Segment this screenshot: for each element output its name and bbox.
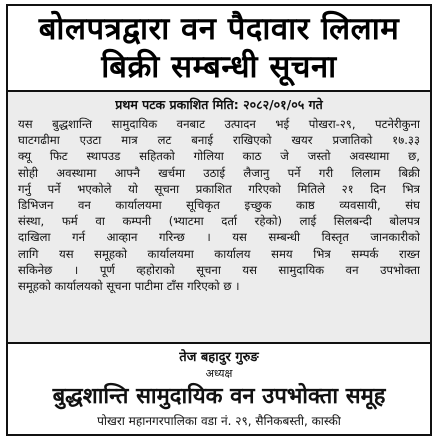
- publication-date: प्रथम पटक प्रकाशित मिति: २०८२/०१/०५ गते: [115, 97, 323, 112]
- paragraph-line: सोही अवस्थामा आफ्नै खर्चमा उठाई लैजानु पर्ने गरी लिलाम बिक्री: [18, 165, 420, 180]
- paragraph-line: गर्नु पर्ने भएकोले यो सूचना प्रकाशित गरिएको मितिले २१ दिन भित्र: [18, 181, 420, 196]
- organization-name: बुद्धशान्ति सामुदायिक वन उपभोक्ता समूह: [52, 384, 386, 409]
- paragraph-line: लागि यस समूहको कार्यालयमा कार्यालय समय भित्र सम्पर्क राख्न: [18, 246, 420, 261]
- paragraph-line: क्यू फिट स्थापउड सहितको गोलिया काठ जे जस्तो अवस्थामा छ,: [18, 149, 420, 164]
- organization-address: पोखरा महानगरपालिका वडा नं. २९, सैनिकबस्ती, कास्की: [97, 414, 341, 428]
- signer-role: अध्यक्ष: [205, 367, 233, 380]
- notice-paragraph: [18, 116, 420, 294]
- paragraph-line: डिभिजन वन कार्यालयमा सूचिकृत इच्छुक काष्ठ व्यवसायी, संघ: [18, 198, 420, 213]
- notice-header: [8, 6, 430, 92]
- notice-footer: [8, 342, 430, 434]
- notice-title-line-2: बिक्री सम्बन्धी सूचना: [101, 49, 337, 85]
- paragraph-line: संस्था, फर्म वा कम्पनी (भ्याटमा दर्ता रहेको) लाई सिलबन्दी बोलपत्र: [18, 214, 420, 229]
- paragraph-line: सकिनेछ । पूर्ण व्हहोराको सूचना यस सामुदायिक वन उपभोक्ता: [18, 262, 420, 277]
- notice-box: [6, 4, 432, 436]
- paragraph-line: दाखिला गर्न आव्हान गरिन्छ । यस सम्बन्धी विस्तृत जानकारीको: [18, 230, 420, 245]
- paragraph-line: यस बुद्धशान्ति सामुदायिक वनबाट उत्पादन भई पोखरा-२९, पटनेरीकुना: [18, 117, 420, 131]
- notice-title-line-1: बोलपत्रद्वारा वन पैदावार लिलाम: [38, 11, 400, 47]
- paragraph-line: घाटगढीमा एउटा मात्र लट बनाई राखिएको खयर प्रजातिको १७.३३: [18, 133, 420, 148]
- paragraph-line: समूहको कार्यालयको सूचना पाटीमा टाँस गरिएको छ ।: [18, 279, 240, 294]
- notice-body: [8, 92, 430, 342]
- signer-name: तेज बहादुर गुरुङ: [179, 350, 259, 365]
